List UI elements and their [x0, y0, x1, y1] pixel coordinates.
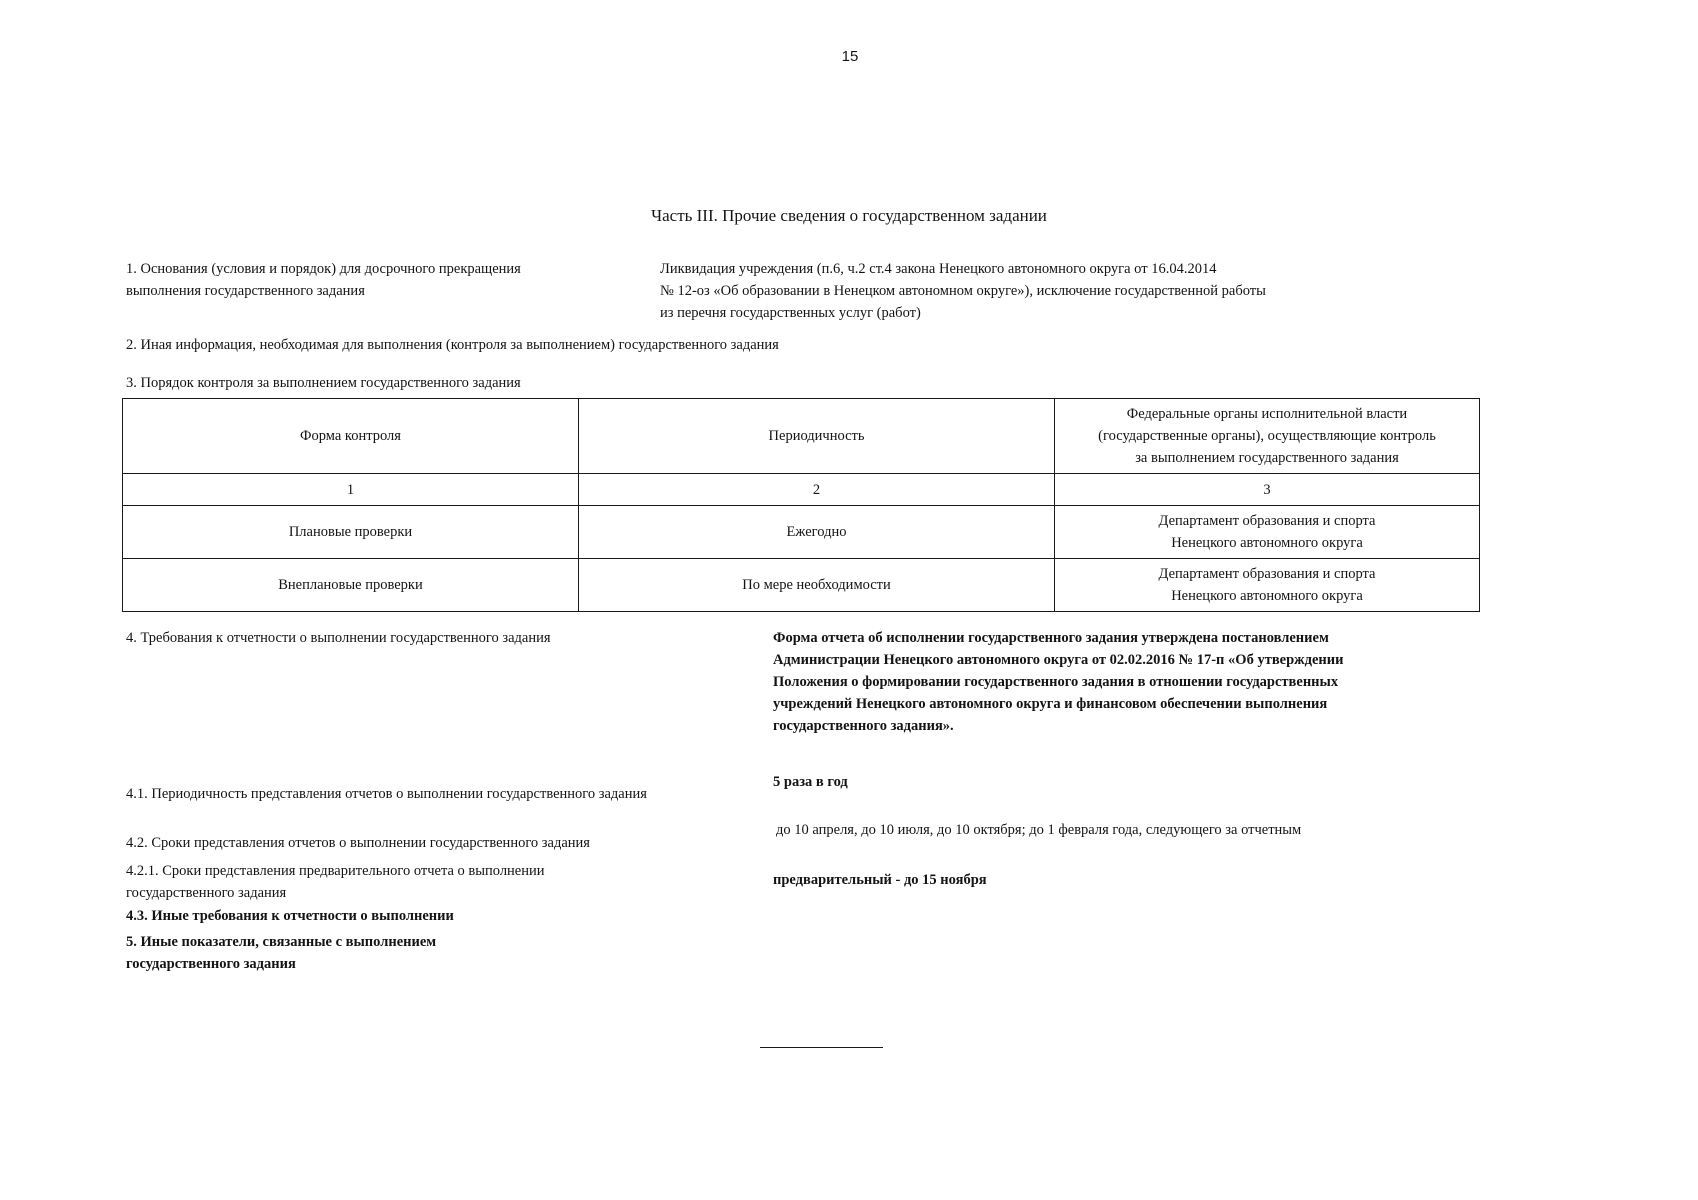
section4-label: 4. Требования к отчетности о выполнении государственного задания [126, 630, 551, 646]
header-control-form: Форма контроля [123, 399, 579, 474]
column-number: 3 [1055, 474, 1480, 506]
section4-1-label: 4.1. Периодичность представления отчетов о выполнении государственного задания [126, 786, 647, 802]
table-row [123, 559, 1480, 612]
section4-1-value: 5 раза в год [773, 774, 848, 790]
section4-value: Форма отчета об исполнении государственного задания утверждена постановлением Администрации Ненецкого автономного округа от 02.02.2016 № 17-п «Об утверждении Положения о формировании государственного задания в отношении государственных учреждений Ненецкого автономного округа и финансовом обеспечении выполнения государственного задания». [773, 630, 1344, 734]
column-number-row [123, 474, 1480, 506]
section4-2-1-value: предварительный - до 15 ноября [773, 872, 987, 888]
control-form-cell: Внеплановые проверки [123, 559, 579, 612]
authority-cell: Департамент образования и спорта Ненецкого автономного округа [1055, 506, 1480, 559]
page-number: 15 [841, 48, 859, 65]
control-table [122, 398, 1480, 612]
table-header-row [123, 399, 1480, 474]
column-number: 1 [123, 474, 579, 506]
footer-divider [760, 1047, 883, 1048]
periodicity-cell: Ежегодно [579, 506, 1055, 559]
part-title: Часть III. Прочие сведения о государственном задании [651, 206, 1047, 225]
section2-label: 2. Иная информация, необходимая для выполнения (контроля за выполнением) государственного задания [126, 337, 779, 353]
section1-value: Ликвидация учреждения (п.6, ч.2 ст.4 закона Ненецкого автономного округа от 16.04.2014 № 12-оз «Об образовании в Ненецком автономном округе»), исключение государственной работы из перечня государственных услуг (работ) [660, 261, 1266, 321]
table-row [123, 506, 1480, 559]
section5-label: 5. Иные показатели, связанные с выполнением государственного задания [126, 934, 437, 972]
section4-2-label: 4.2. Сроки представления отчетов о выполнении государственного задания [126, 835, 590, 851]
header-control-authority: Федеральные органы исполнительной власти (государственные органы), осуществляющие контроль за выполнением государственного задания [1055, 399, 1480, 474]
header-periodicity: Периодичность [579, 399, 1055, 474]
column-number: 2 [579, 474, 1055, 506]
section4-2-1-label: 4.2.1. Сроки представления предварительного отчета о выполнении государственного задания [126, 863, 545, 901]
control-form-cell: Плановые проверки [123, 506, 579, 559]
section4-3-label: 4.3. Иные требования к отчетности о выполнении [126, 908, 454, 924]
section3-label: 3. Порядок контроля за выполнением государственного задания [126, 375, 521, 391]
authority-cell: Департамент образования и спорта Ненецкого автономного округа [1055, 559, 1480, 612]
section1-label: 1. Основания (условия и порядок) для досрочного прекращения выполнения государственного задания [126, 261, 521, 299]
section4-2-value: до 10 апреля, до 10 июля, до 10 октября; до 1 февраля года, следующего за отчетным [776, 822, 1302, 838]
periodicity-cell: По мере необходимости [579, 559, 1055, 612]
